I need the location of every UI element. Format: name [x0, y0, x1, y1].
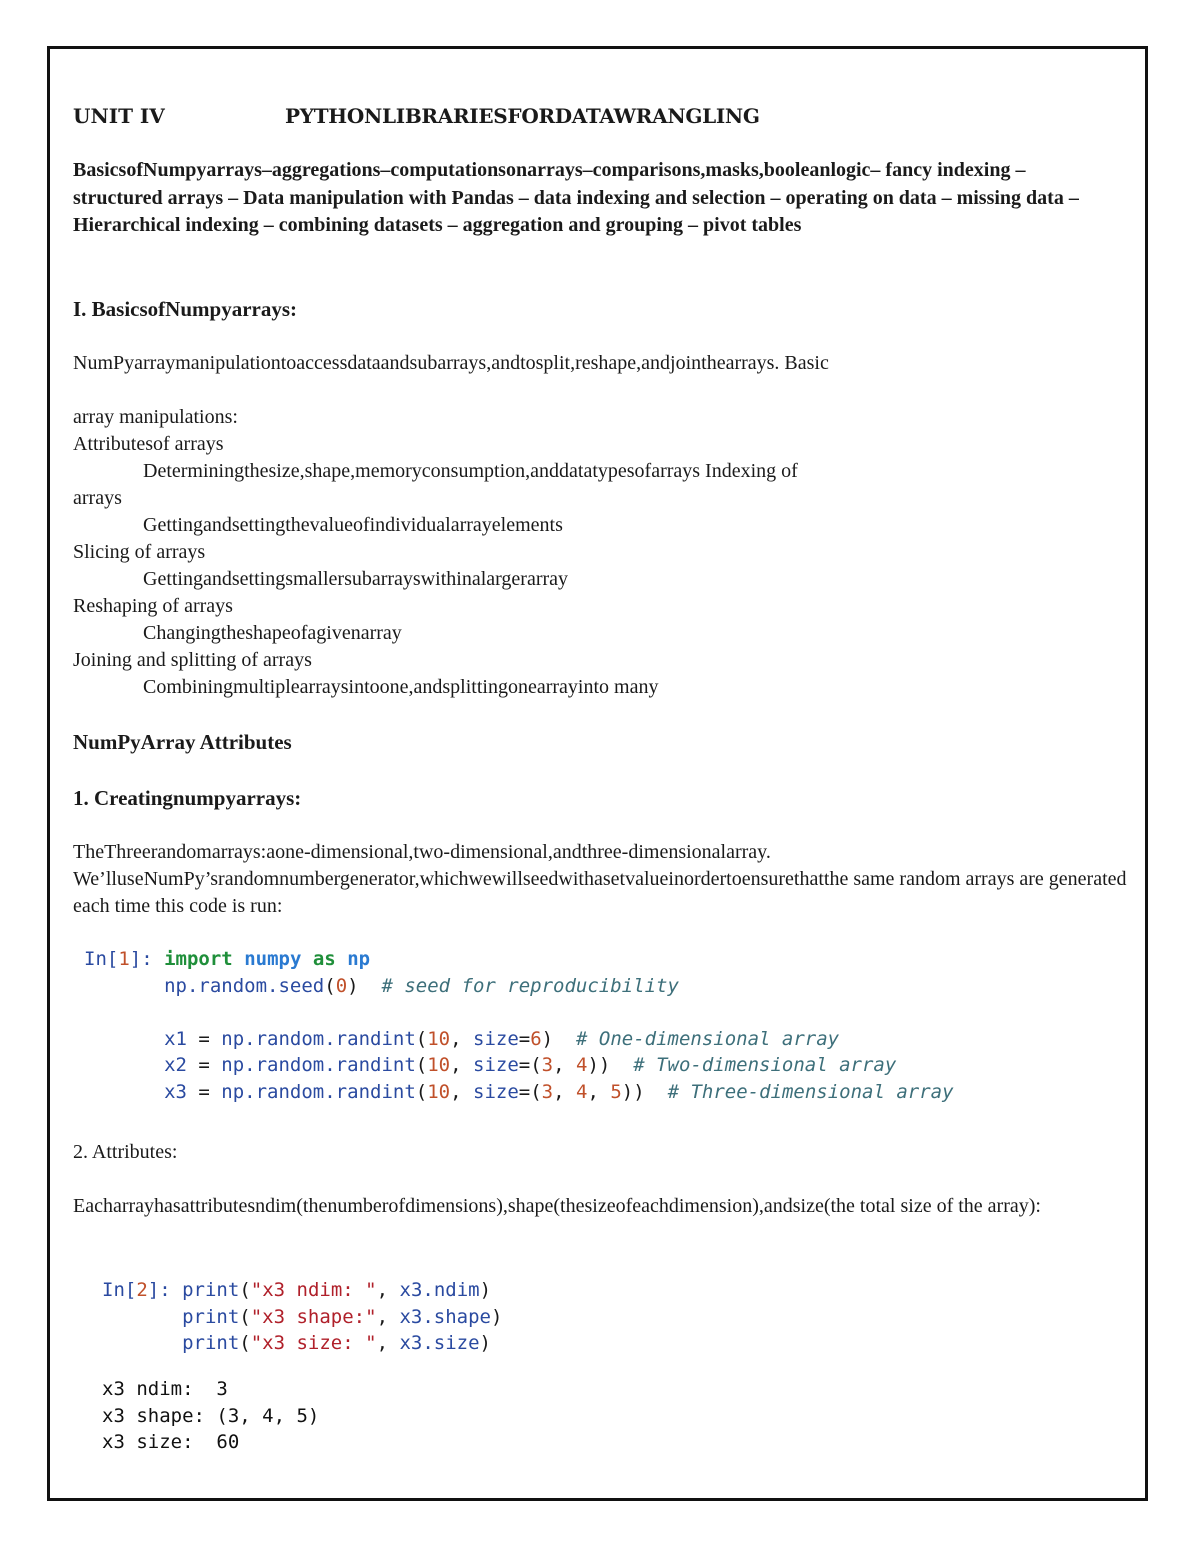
section-heading: I. BasicsofNumpyarrays:	[73, 297, 297, 321]
code-block-2: In[2]: print("x3 ndim: ", x3.ndim) print("x3 shape:", x3.shape) print("x3 size: ", x3.size)	[102, 1279, 503, 1354]
intro-line-1: NumPyarraymanipulationtoaccessdataandsubarrays,andtosplit,reshape,andjointhearrays. Basic	[73, 352, 829, 374]
creating-paragraph-1: TheThreerandomarrays:aone-dimensional,two-dimensional,andthree-dimensionalarray.	[73, 841, 771, 863]
list-item-title: Attributesof arrays	[73, 433, 224, 455]
creating-heading: 1. Creatingnumpyarrays:	[73, 786, 302, 810]
output-line: x3 shape: (3, 4, 5)	[102, 1404, 320, 1427]
unit-title: PYTHONLIBRARIESFORDATAWRANGLING	[285, 104, 760, 128]
code-output	[102, 1376, 319, 1456]
output-line: x3 size: 60	[102, 1431, 240, 1453]
creating-paragraph-2: We’lluseNumPy’srandomnumbergenerator,whichwewillseedwithasetvalueinordertoensurethatthe same random arrays are generated each time this code is run:	[73, 868, 1127, 917]
code-block-1: In[1]: import numpy as np np.random.seed(0) # seed for reproducibility x1 = np.random.randint(10, size=6) # One-dimensional array x2 = np.random.randint(10, size=(3, 4)) # Two-dimensional array x3 = np.random.randint(10, size=(3, 4, 5)) # Three-dimensional array	[84, 948, 954, 1103]
unit-label: UNIT IV	[73, 104, 165, 128]
intro-line-2: array manipulations:	[73, 406, 238, 428]
list-item-title: Slicing of arrays	[73, 541, 206, 563]
list-item-title: Reshaping of arrays	[73, 595, 233, 617]
syllabus-text: BasicsofNumpyarrays–aggregations–computationsonarrays–comparisons,masks,booleanlogic– fancy indexing – structured arrays – Data manipulation with Pandas – data indexing and selection – operating on data – missing data – Hierarchical indexing – combining datasets – aggregation and grouping – pivot tables	[73, 159, 1079, 236]
attributes-heading: 2. Attributes:	[73, 1141, 178, 1163]
attributes-paragraph: Eacharrayhasattributesndim(thenumberofdimensions),shape(thesizeofeachdimension),andsize(the total size of the array):	[73, 1195, 1041, 1217]
list-item-title: arrays	[73, 487, 122, 509]
list-item-title: Joining and splitting of arrays	[73, 649, 312, 671]
list-item-desc: Changingtheshapeofagivenarray	[143, 622, 402, 644]
code-prompt: In[1]:	[84, 948, 165, 970]
list-item-desc: Determiningthesize,shape,memoryconsumption,anddatatypesofarrays Indexing of	[143, 460, 798, 482]
subsection-heading: NumPyArray Attributes	[73, 730, 292, 754]
list-item-desc: Gettingandsettingsmallersubarrayswithinalargerarray	[143, 568, 569, 590]
output-line: x3 ndim: 3	[102, 1378, 228, 1400]
list-item-desc: Combiningmultiplearraysintoone,andsplittingonearrayinto many	[143, 676, 659, 698]
list-item-desc: Gettingandsettingthevalueofindividualarrayelements	[143, 514, 563, 536]
